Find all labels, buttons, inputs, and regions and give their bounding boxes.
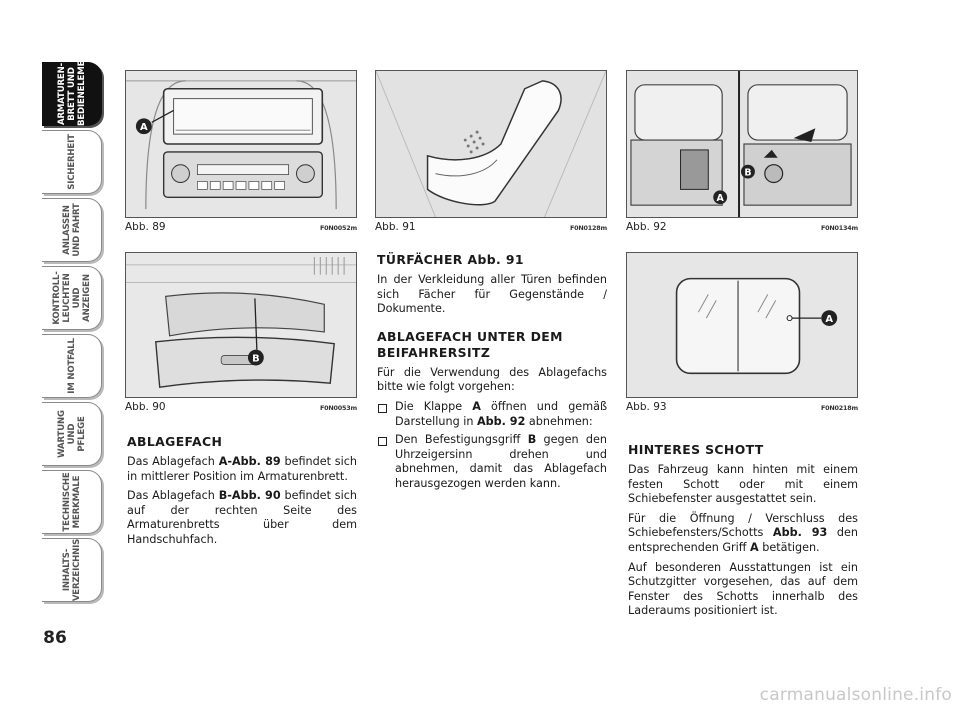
- callout-a: A: [825, 314, 834, 326]
- checkbox-bullet-icon: [378, 437, 387, 446]
- figure-abb-90: [125, 252, 357, 413]
- tab-label: SICHERHEIT: [66, 134, 77, 190]
- figure-code: F0N0218m: [820, 404, 858, 412]
- tab-inhaltsverzeichnis[interactable]: [42, 538, 102, 602]
- figure-image: [375, 70, 607, 218]
- tab-technische-merkmale[interactable]: [42, 470, 102, 534]
- tab-anlassen[interactable]: [42, 198, 102, 262]
- callout-a: A: [716, 193, 724, 205]
- tab-label: WARTUNG UND PFLEGE: [56, 410, 87, 458]
- figure-code: F0N0053m: [319, 404, 357, 412]
- tab-label: INHALTS- VERZEICHNIS: [61, 538, 82, 602]
- glovebox-shelf-illustration: [126, 253, 356, 397]
- section-heading: TÜRFÄCHER Abb. 91: [377, 252, 524, 267]
- text-column-3: [628, 442, 858, 624]
- tab-label: ANLASSEN UND FAHRT: [61, 203, 82, 257]
- callout-b: B: [252, 353, 260, 365]
- dashboard-radio-illustration: [126, 71, 356, 217]
- tab-kontrollleuchten[interactable]: [42, 266, 102, 330]
- paragraph: Das Fahrzeug kann hinten mit einem festen Schott oder mit einem Schiebefenster ausgestattet sein.: [628, 463, 858, 506]
- callout-b: B: [744, 167, 752, 179]
- paragraph: Das Ablagefach A-Abb. 89 befindet sich in mittlerer Position im Armaturenbrett.: [127, 455, 357, 483]
- figure-caption: Abb. 90: [125, 401, 166, 413]
- list-item: Den Befestigungsgriff B gegen den Uhrzeigersinn drehen und abnehmen, damit das Ablagefach herausgezogen werden kann.: [377, 433, 607, 491]
- figure-abb-91: [375, 70, 607, 233]
- tab-sicherheit[interactable]: [42, 130, 102, 194]
- text-column-1: [127, 434, 357, 553]
- figure-caption: Abb. 92: [626, 221, 667, 233]
- paragraph: In der Verkleidung aller Türen befinden sich Fächer für Gegenstände / Dokumente.: [377, 273, 607, 316]
- list-item: Die Klappe A öffnen und gemäß Darstellung in Abb. 92 abnehmen:: [377, 400, 607, 429]
- bulkhead-window-illustration: [627, 253, 857, 397]
- page-number: 86: [43, 628, 67, 648]
- underseat-compartment-illustration: [627, 71, 857, 217]
- figure-image: [626, 252, 858, 398]
- paragraph: Für die Öffnung / Verschluss des Schiebefensters/Schotts Abb. 93 den entsprechenden Griff A betätigen.: [628, 511, 858, 554]
- watermark: carmanualsonline.info: [759, 685, 952, 705]
- figure-code: F0N0052m: [319, 224, 357, 232]
- paragraph: Für die Verwendung des Ablagefachs bitte wie folgt vorgehen:: [377, 365, 607, 394]
- section-heading: ABLAGEFACH UNTER DEM BEIFAHRERSITZ: [377, 328, 563, 360]
- figure-code: F0N0134m: [820, 224, 858, 232]
- checkbox-bullet-icon: [378, 404, 387, 413]
- paragraph: Das Ablagefach B-Abb. 90 befindet sich auf der rechten Seite des Armaturenbretts über dem Handschuhfach.: [127, 489, 357, 546]
- tab-label: KONTROLL- LEUCHTEN UND ANZEIGEN: [51, 271, 92, 325]
- tab-wartung[interactable]: [42, 402, 102, 466]
- figure-caption: Abb. 91: [375, 221, 416, 233]
- figure-abb-89: [125, 70, 357, 233]
- text-column-2: [377, 252, 607, 496]
- figure-image: [626, 70, 858, 218]
- door-pocket-illustration: [376, 71, 606, 217]
- tab-label: IM NOTFALL: [66, 338, 77, 394]
- tab-im-notfall[interactable]: [42, 334, 102, 398]
- paragraph: Auf besonderen Ausstattungen ist ein Schutzgitter vorgesehen, das auf dem Fenster des Schotts innerhalb des Laderaums positioniert ist.: [628, 560, 858, 618]
- section-heading: HINTERES SCHOTT: [628, 442, 764, 457]
- callout-a: A: [140, 122, 148, 134]
- figure-image: [125, 70, 357, 218]
- tab-label: ARMATUREN- BRETT UND BEDIENELEMENTE: [56, 42, 87, 126]
- section-heading: ABLAGEFACH: [127, 434, 223, 449]
- figure-caption: Abb. 93: [626, 401, 667, 413]
- figure-caption: Abb. 89: [125, 221, 166, 233]
- figure-code: F0N0128m: [569, 224, 607, 232]
- tab-label: TECHNISCHE MERKMALE: [61, 472, 82, 532]
- figure-abb-93: [626, 252, 858, 413]
- tab-armaturenbrett[interactable]: [42, 42, 102, 126]
- figure-abb-92: [626, 70, 858, 233]
- figure-image: [125, 252, 357, 398]
